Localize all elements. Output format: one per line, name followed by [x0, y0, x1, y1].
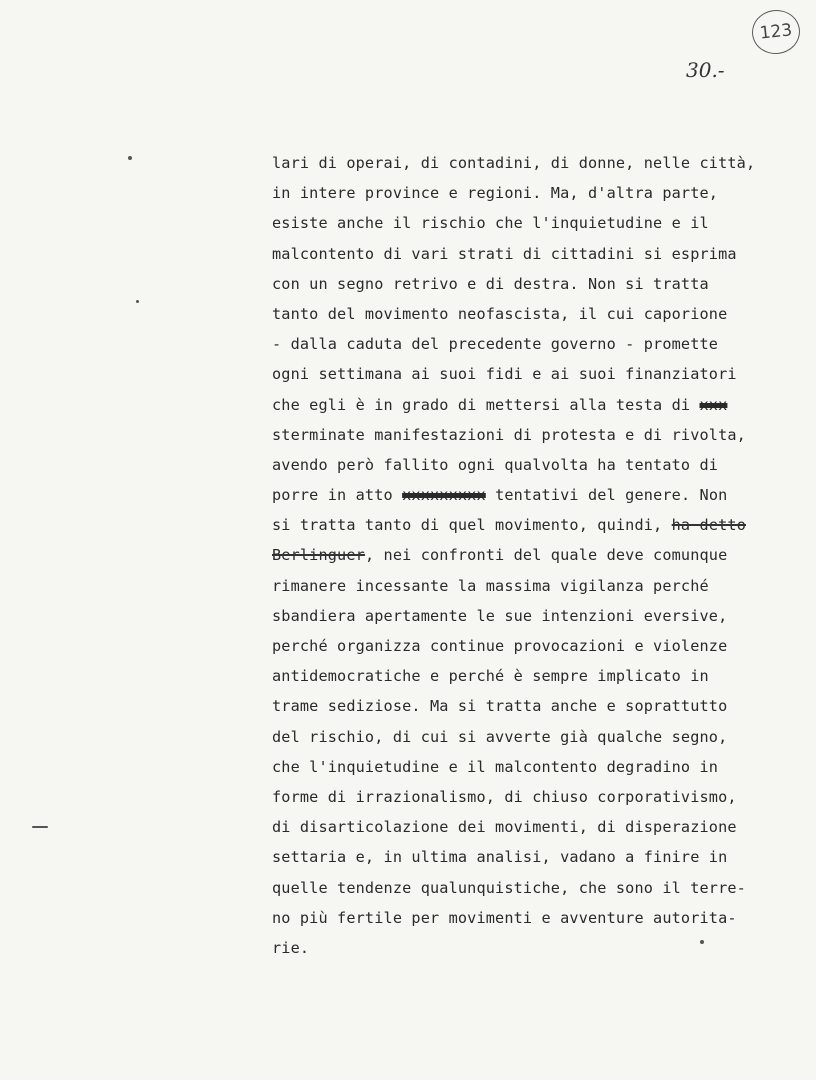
- line-text: si tratta tanto di quel movimento, quindi,: [272, 516, 672, 535]
- margin-speck: [136, 300, 139, 303]
- text-line: [272, 239, 812, 269]
- body-text: [272, 148, 812, 963]
- text-line: [272, 903, 812, 933]
- text-line: [272, 329, 812, 359]
- margin-speck: [128, 156, 132, 160]
- margin-speck: [32, 826, 48, 828]
- line-text: in intere province e regioni. Ma, d'altra parte,: [272, 184, 719, 203]
- line-text-continued: , nei confronti del quale deve comunque: [364, 546, 728, 565]
- line-text: - dalla caduta del precedente governo - promette: [272, 335, 719, 354]
- struck-out-text: xxx: [699, 395, 728, 414]
- margin-speck: [700, 940, 704, 944]
- text-line: [272, 420, 812, 450]
- struck-out-text: Berlinguer: [272, 546, 365, 565]
- line-text: che l'inquietudine e il malcontento degradino in: [272, 757, 719, 776]
- text-line: [272, 480, 812, 510]
- text-line: [272, 782, 812, 812]
- text-line: [272, 178, 812, 208]
- line-text: rimanere incessante la massima vigilanza perché: [272, 576, 709, 595]
- line-text: ogni settimana ai suoi fidi e ai suoi finanziatori: [272, 365, 737, 384]
- line-text: con un segno retrivo e di destra. Non si tratta: [272, 274, 709, 293]
- text-line: [272, 148, 812, 178]
- text-line: [272, 390, 812, 420]
- line-text: tanto del movimento neofascista, il cui caporione: [272, 304, 728, 323]
- line-text: porre in atto: [272, 486, 403, 505]
- line-text: del rischio, di cui si avverte già qualche segno,: [272, 727, 728, 746]
- line-text: antidemocratiche e perché è sempre implicato in: [272, 667, 709, 686]
- text-line: [272, 510, 812, 540]
- line-text: forme di irrazionalismo, di chiuso corporativismo,: [272, 787, 737, 806]
- page-number: 30.-: [686, 58, 725, 82]
- line-text: sbandiera apertamente le sue intenzioni eversive,: [272, 606, 728, 625]
- line-text: quelle tendenze qualunquistiche, che sono il terre-: [272, 878, 746, 897]
- text-line: [272, 691, 812, 721]
- text-line: [272, 299, 812, 329]
- line-text-continued: tentativi del genere. Non: [485, 486, 728, 505]
- line-text: rie.: [272, 938, 310, 957]
- text-line: [272, 661, 812, 691]
- text-line: [272, 359, 812, 389]
- text-line: [272, 571, 812, 601]
- line-text: malcontento di vari strati di cittadini si esprima: [272, 244, 737, 263]
- text-line: [272, 601, 812, 631]
- line-text: avendo però fallito ogni qualvolta ha tentato di: [272, 455, 719, 474]
- line-text: no più fertile per movimenti e avventure autorita-: [272, 908, 737, 927]
- line-text: sterminate manifestazioni di protesta e di rivolta,: [272, 425, 746, 444]
- text-line: [272, 450, 812, 480]
- text-line: [272, 540, 812, 570]
- text-line: [272, 269, 812, 299]
- line-text: trame sediziose. Ma si tratta anche e soprattutto: [272, 697, 728, 716]
- text-line: [272, 631, 812, 661]
- text-line: [272, 208, 812, 238]
- line-text: perché organizza continue provocazioni e violenze: [272, 637, 728, 655]
- line-text: di disarticolazione dei movimenti, di disperazione: [272, 818, 737, 837]
- text-line: [272, 722, 812, 752]
- text-line: [272, 842, 812, 872]
- line-text: lari di operai, di contadini, di donne, nelle città,: [272, 154, 756, 172]
- line-text: settaria e, in ultima analisi, vadano a finire in: [272, 848, 728, 867]
- text-line: [272, 933, 812, 963]
- struck-out-text: ha detto: [671, 516, 746, 535]
- struck-out-text: xxxxxxxxx: [402, 486, 486, 505]
- line-text: esiste anche il rischio che l'inquietudine e il: [272, 214, 709, 233]
- archive-number-stamp: 123: [750, 8, 802, 57]
- text-line: [272, 812, 812, 842]
- text-line: [272, 752, 812, 782]
- text-line: [272, 873, 812, 903]
- line-text: che egli è in grado di mettersi alla testa di: [272, 395, 700, 414]
